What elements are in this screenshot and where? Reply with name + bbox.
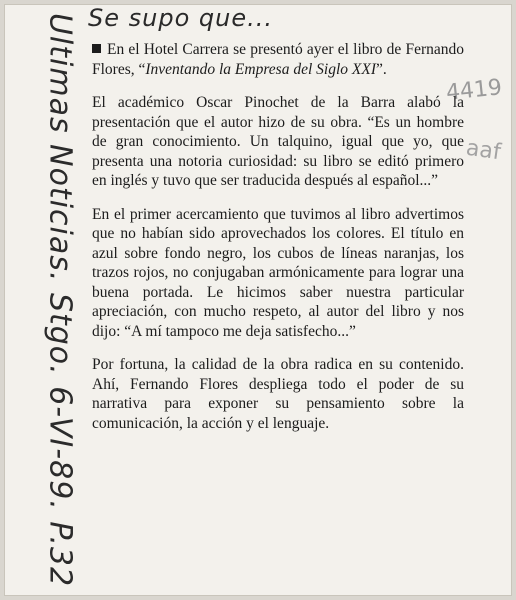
handwritten-headline: Se supo que...: [88, 4, 273, 32]
book-title-part-b: Siglo XXI: [316, 60, 376, 78]
paragraph-2: El académico Oscar Pinochet de la Barra alabó la presentación que el autor hizo de su obra. “Es un hombre de gran conocimiento. Un talquino, igual que yo, que presenta una notoria curiosidad: su libro se editó primero en inglés y tuvo que ser traducida después al español...”: [92, 94, 464, 189]
p1-closing: ”.: [375, 60, 387, 78]
paragraph-3: En el primer acercamiento que tuvimos al libro advertimos que no habían sido aprovechados los colores. El título en azul sobre fondo negro, los cubos de líneas naranjas, los trazos rojos, no conjugaban armónicamente para lograr una buena portada. Le hicimos saber nuestra particular apreciación, con mucho respeto, al autor del libro y nos dijo: “A mí tampoco me deja satisfecho...”: [92, 205, 464, 340]
book-title-part-a: Inventando la Empresa del: [145, 60, 317, 78]
pencil-initials: aaf: [464, 135, 503, 166]
margin-note-text: Ultimas Noticias. Stgo. 6-VI-89. P.32: [42, 12, 78, 588]
book-title: [145, 61, 376, 78]
paragraph-1: [92, 40, 464, 79]
article-body: [92, 40, 464, 447]
pencil-catalog-number: 4419: [444, 75, 504, 106]
bullet-square-icon: [92, 44, 101, 53]
handwritten-margin-note: [40, 10, 80, 590]
paragraph-4: Por fortuna, la calidad de la obra radica en su contenido. Ahí, Fernando Flores despliega todo el poder de su narrativa para exponer su pensamiento sobre la comunicación, la acción y el lenguaje.: [92, 356, 464, 432]
p1-intro: En el Hotel Carrera se presentó ayer el libro de Fernando Flores, “: [92, 41, 464, 78]
